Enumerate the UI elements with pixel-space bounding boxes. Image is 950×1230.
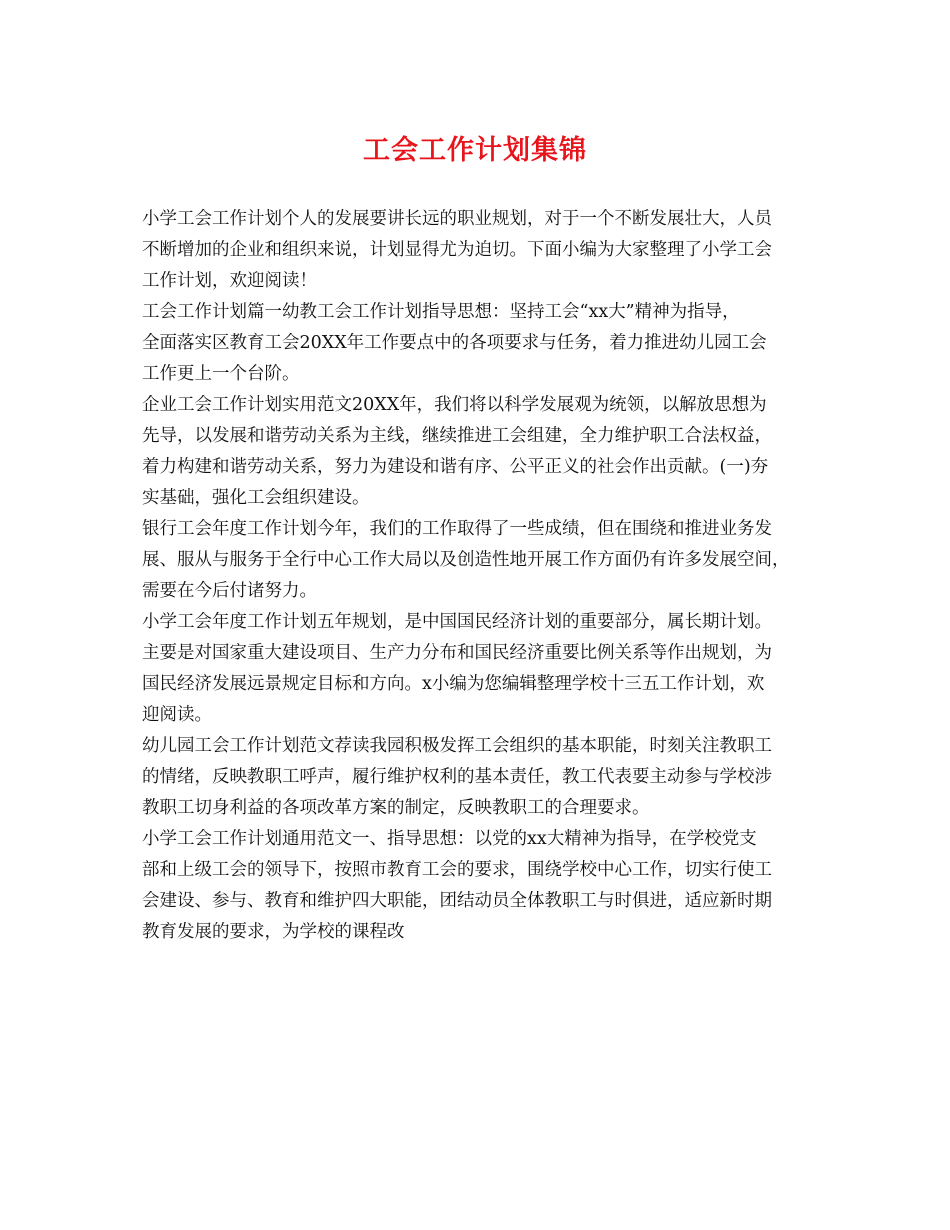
body-line: 教育发展的要求，为学校的课程改: [142, 922, 405, 942]
body-line: 企业工会工作计划实用范文20XX年，我们将以科学发展观为统领，以解放思想为: [142, 395, 767, 415]
body-line: 的情绪，反映教职工呼声，履行维护权利的基本责任，教工代表要主动参与学校涉: [142, 767, 772, 787]
body-line: 实基础，强化工会组织建设。: [142, 488, 370, 508]
body-line: 先导，以发展和谐劳动关系为主线，继续推进工会组建，全力维护职工合法权益，: [142, 426, 772, 446]
body-line: 工作更上一个台阶。: [142, 364, 300, 384]
body-line: 幼儿园工会工作计划范文荐读我园积极发挥工会组织的基本职能，时刻关注教职工: [142, 736, 772, 756]
body-line: 小学工会工作计划通用范文一、指导思想：以党的xx大精神为指导，在学校党支: [142, 829, 757, 849]
body-line: 部和上级工会的领导下，按照市教育工会的要求，围绕学校中心工作，切实行使工: [142, 860, 772, 880]
document-body: [142, 204, 822, 948]
body-line: 不断增加的企业和组织来说，计划显得尤为迫切。下面小编为大家整理了小学工会: [142, 240, 772, 260]
document-title: 工会工作计划集锦: [363, 135, 587, 166]
body-line: 全面落实区教育工会20XX年工作要点中的各项要求与任务，着力推进幼儿园工会: [142, 333, 767, 353]
body-line: 展、服从与服务于全行中心工作大局以及创造性地开展工作方面仍有许多发展空间，: [142, 550, 790, 570]
body-line: 教职工切身利益的各项改革方案的制定，反映教职工的合理要求。: [142, 798, 650, 818]
body-line: 迎阅读。: [142, 705, 212, 725]
body-line: 会建设、参与、教育和维护四大职能，团结动员全体教职工与时俱进，适应新时期: [142, 891, 772, 911]
body-line: 需要在今后付诸努力。: [142, 581, 317, 601]
body-line: 主要是对国家重大建设项目、生产力分布和国民经济重要比例关系等作出规划，为: [142, 643, 772, 663]
body-line: 小学工会年度工作计划五年规划，是中国国民经济计划的重要部分，属长期计划。: [142, 612, 772, 632]
body-line: 小学工会工作计划个人的发展要讲长远的职业规划，对于一个不断发展壮大，人员: [142, 209, 772, 229]
body-line: 着力构建和谐劳动关系，努力为建设和谐有序、公平正义的社会作出贡献。(一)夯: [142, 457, 769, 477]
body-line: 工作计划，欢迎阅读！: [142, 271, 317, 291]
body-line: 工会工作计划篇一幼教工会工作计划指导思想：坚持工会“xx大”精神为指导，: [142, 302, 740, 322]
body-line: 国民经济发展远景规定目标和方向。x小编为您编辑整理学校十三五工作计划，欢: [142, 674, 765, 694]
body-line: 银行工会年度工作计划今年，我们的工作取得了一些成绩，但在围绕和推进业务发: [142, 519, 772, 539]
